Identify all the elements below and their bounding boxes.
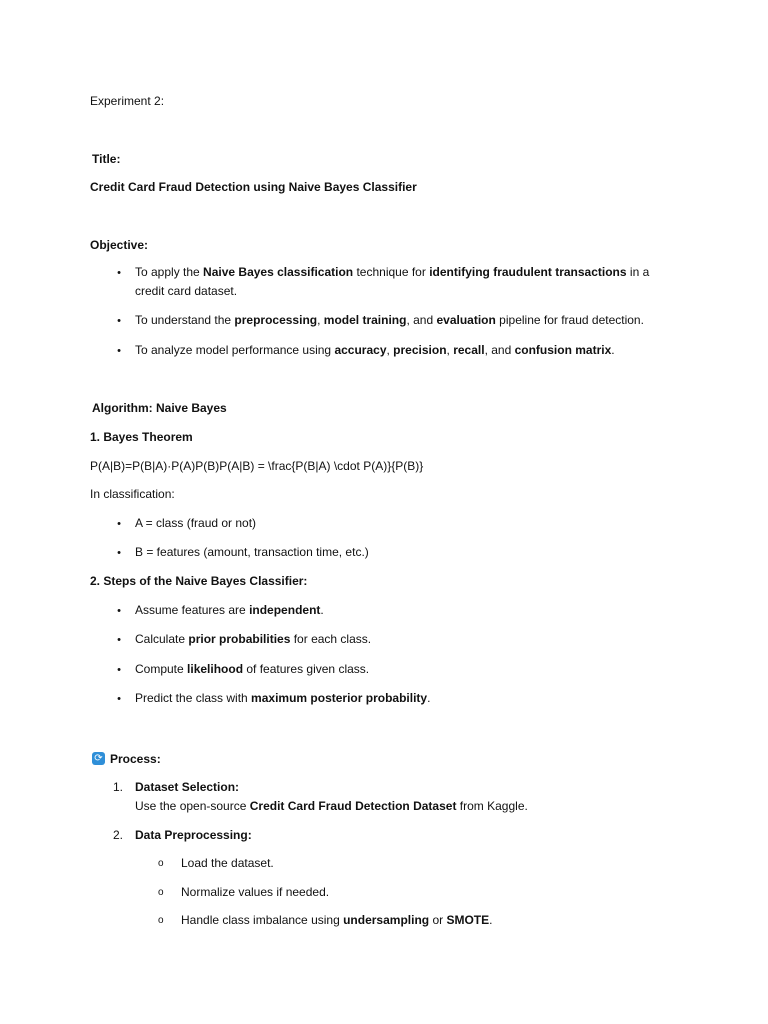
- algorithm-heading: Algorithm: Naive Bayes: [92, 401, 227, 415]
- title-label: Title:: [92, 152, 121, 166]
- bullet: •: [117, 693, 121, 705]
- dataset-selection-title: Dataset Selection:: [135, 780, 240, 794]
- bayes-formula: P(A|B)=P(B|A)·P(A)P(B)P(A|B) = \frac{P(B|A) \cdot P(A)}{P(B)}: [90, 459, 424, 473]
- objective-heading: Objective:: [90, 238, 149, 252]
- refresh-icon: ⟳: [92, 752, 105, 765]
- bullet: •: [117, 634, 121, 646]
- bullet: •: [117, 267, 121, 279]
- bullet: •: [117, 605, 121, 617]
- step-item-3: Compute likelihood of features given class.: [135, 662, 370, 676]
- bullet: •: [117, 345, 121, 357]
- data-preprocessing-title: Data Preprocessing:: [135, 828, 252, 842]
- bullet: •: [117, 547, 121, 559]
- in-classification-label: In classification:: [90, 487, 175, 501]
- preprocessing-item-1: Load the dataset.: [181, 856, 274, 870]
- document-title: Credit Card Fraud Detection using Naive Bayes Classifier: [90, 180, 417, 194]
- objective-item-2: To understand the preprocessing, model training, and evaluation pipeline for fraud detection.: [135, 313, 644, 327]
- circle-bullet: o: [158, 858, 164, 869]
- process-heading: Process:: [110, 752, 161, 766]
- bullet: •: [117, 315, 121, 327]
- bayes-theorem-heading: 1. Bayes Theorem: [90, 430, 193, 444]
- circle-bullet: o: [158, 915, 164, 926]
- step-item-2: Calculate prior probabilities for each class.: [135, 632, 372, 646]
- objective-item-1: To apply the Naive Bayes classification technique for identifying fraudulent transactions in a credit card dataset.: [135, 265, 650, 298]
- class-item-b: B = features (amount, transaction time, etc.): [135, 545, 369, 559]
- bullet: •: [117, 518, 121, 530]
- preprocessing-item-2: Normalize values if needed.: [181, 885, 330, 899]
- step-number: 2.: [113, 828, 124, 842]
- class-item-a: A = class (fraud or not): [135, 516, 257, 530]
- preprocessing-item-3: Handle class imbalance using undersampling or SMOTE.: [181, 913, 493, 927]
- bullet: •: [117, 664, 121, 676]
- circle-bullet: o: [158, 887, 164, 898]
- experiment-label: Experiment 2:: [90, 94, 165, 108]
- steps-heading: 2. Steps of the Naive Bayes Classifier:: [90, 574, 308, 588]
- step-item-4: Predict the class with maximum posterior probability.: [135, 691, 431, 705]
- step-item-1: Assume features are independent.: [135, 603, 324, 617]
- objective-item-3: To analyze model performance using accuracy, precision, recall, and confusion matrix.: [135, 343, 615, 357]
- dataset-selection-text: Use the open-source Credit Card Fraud Detection Dataset from Kaggle.: [135, 799, 528, 813]
- step-number: 1.: [113, 780, 124, 794]
